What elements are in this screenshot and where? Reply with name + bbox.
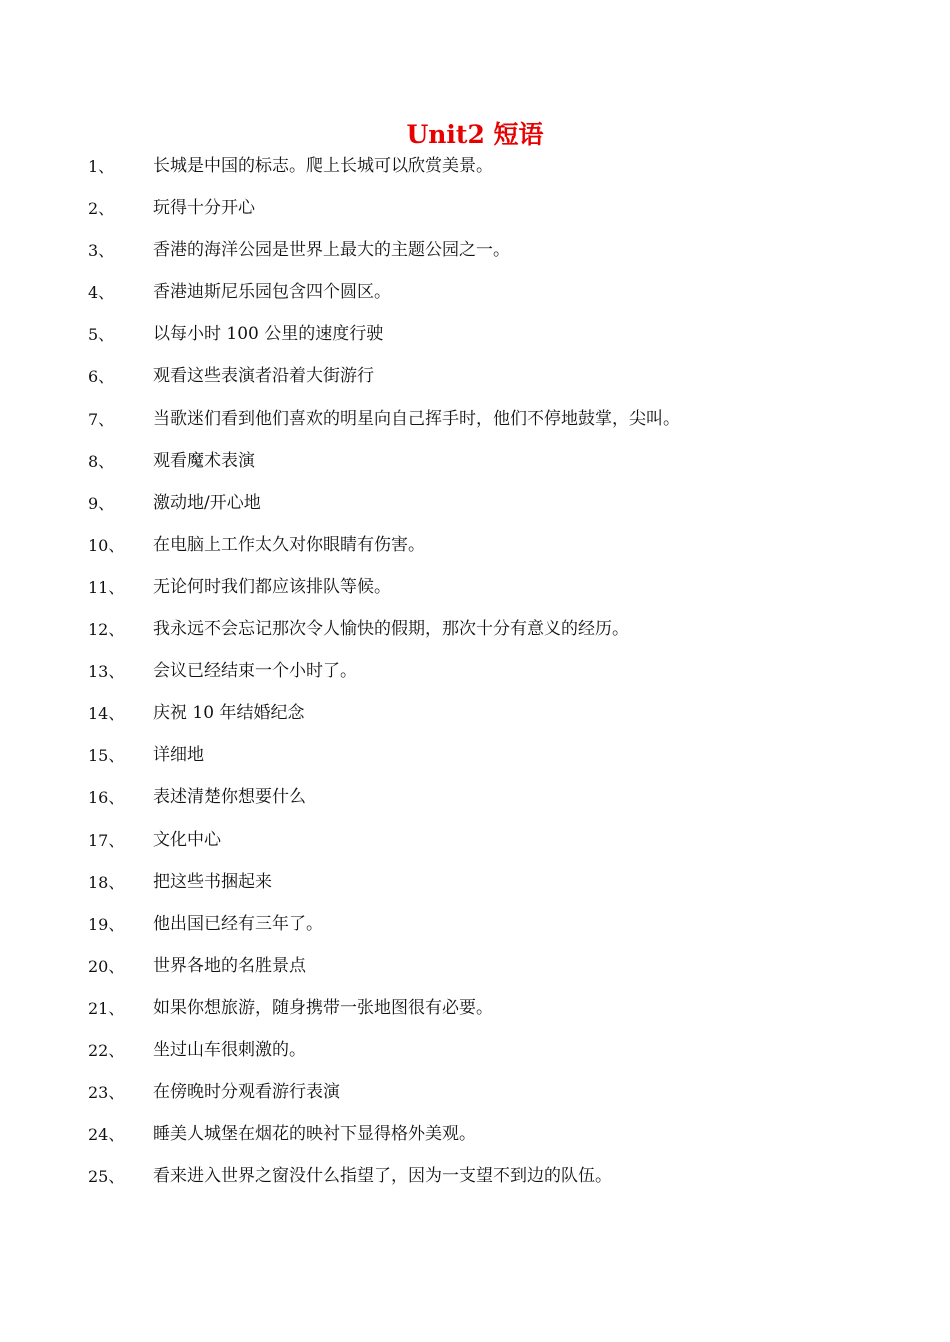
item-text: 我永远不会忘记那次令人愉快的假期，那次十分有意义的经历。 — [153, 619, 629, 640]
item-number: 2、 — [88, 199, 115, 219]
item-text: 庆祝 10 年结婚纪念 — [153, 703, 305, 724]
item-number: 19、 — [88, 914, 125, 934]
phrase-list — [0, 152, 950, 1204]
item-text: 长城是中国的标志。爬上长城可以欣赏美景。 — [153, 156, 493, 176]
item-text: 睡美人城堡在烟花的映衬下显得格外美观。 — [153, 1124, 476, 1145]
list-item — [0, 699, 950, 741]
item-text: 如果你想旅游，随身携带一张地图很有必要。 — [153, 997, 493, 1018]
item-number: 3、 — [88, 241, 115, 261]
item-number: 20、 — [88, 956, 125, 976]
list-item — [0, 783, 950, 825]
item-text: 他出国已经有三年了。 — [153, 913, 323, 934]
list-item — [0, 657, 950, 699]
item-number: 7、 — [88, 409, 115, 429]
item-text: 文化中心 — [153, 829, 221, 850]
item-number: 10、 — [88, 535, 125, 555]
item-number: 13、 — [88, 662, 125, 682]
list-item — [0, 362, 950, 404]
item-number: 9、 — [88, 493, 115, 513]
list-item — [0, 489, 950, 531]
item-text: 详细地 — [153, 745, 204, 766]
list-item — [0, 994, 950, 1036]
item-number: 18、 — [88, 872, 125, 892]
item-number: 16、 — [88, 788, 125, 808]
item-text: 当歌迷们看到他们喜欢的明星向自己挥手时，他们不停地鼓掌，尖叫。 — [153, 408, 680, 429]
item-number: 23、 — [88, 1083, 125, 1103]
item-text: 香港的海洋公园是世界上最大的主题公园之一。 — [153, 240, 510, 261]
item-text: 表述清楚你想要什么 — [153, 787, 306, 808]
list-item — [0, 531, 950, 573]
item-number: 24、 — [88, 1125, 125, 1145]
list-item — [0, 826, 950, 868]
item-text: 在傍晚时分观看游行表演 — [153, 1082, 340, 1103]
item-number: 8、 — [88, 451, 115, 471]
item-text: 无论何时我们都应该排队等候。 — [153, 576, 391, 597]
page-title: Unit2 短语 — [406, 120, 544, 149]
list-item — [0, 1078, 950, 1120]
list-item — [0, 868, 950, 910]
item-text: 在电脑上工作太久对你眼睛有伤害。 — [153, 534, 425, 555]
list-item — [0, 320, 950, 362]
item-text: 会议已经结束一个小时了。 — [153, 661, 357, 682]
item-text: 看来进入世界之窗没什么指望了，因为一支望不到边的队伍。 — [153, 1166, 612, 1187]
item-text: 世界各地的名胜景点 — [153, 955, 306, 976]
list-item — [0, 1120, 950, 1162]
list-item — [0, 152, 950, 194]
item-number: 5、 — [88, 325, 115, 345]
list-item — [0, 910, 950, 952]
list-item — [0, 405, 950, 447]
item-number: 22、 — [88, 1040, 125, 1060]
item-number: 4、 — [88, 283, 115, 303]
item-text: 坐过山车很刺激的。 — [153, 1039, 306, 1060]
list-item — [0, 236, 950, 278]
list-item — [0, 741, 950, 783]
item-number: 15、 — [88, 746, 125, 766]
item-text: 观看这些表演者沿着大街游行 — [153, 366, 374, 387]
list-item — [0, 952, 950, 994]
item-text: 玩得十分开心 — [153, 198, 255, 219]
list-item — [0, 194, 950, 236]
item-number: 1、 — [88, 157, 115, 176]
item-number: 12、 — [88, 620, 125, 640]
list-item — [0, 278, 950, 320]
list-item — [0, 447, 950, 489]
item-text: 观看魔术表演 — [153, 450, 255, 471]
item-text: 香港迪斯尼乐园包含四个圆区。 — [153, 282, 391, 303]
item-number: 25、 — [88, 1167, 125, 1187]
list-item — [0, 615, 950, 657]
item-number: 14、 — [88, 704, 125, 724]
item-number: 11、 — [88, 577, 125, 597]
item-text: 把这些书捆起来 — [153, 871, 272, 892]
item-text: 激动地/开心地 — [153, 492, 261, 513]
item-number: 21、 — [88, 998, 125, 1018]
item-number: 6、 — [88, 367, 115, 387]
list-item — [0, 573, 950, 615]
item-text: 以每小时 100 公里的速度行驶 — [153, 324, 384, 345]
item-number: 17、 — [88, 830, 125, 850]
list-item — [0, 1162, 950, 1204]
list-item — [0, 1036, 950, 1078]
